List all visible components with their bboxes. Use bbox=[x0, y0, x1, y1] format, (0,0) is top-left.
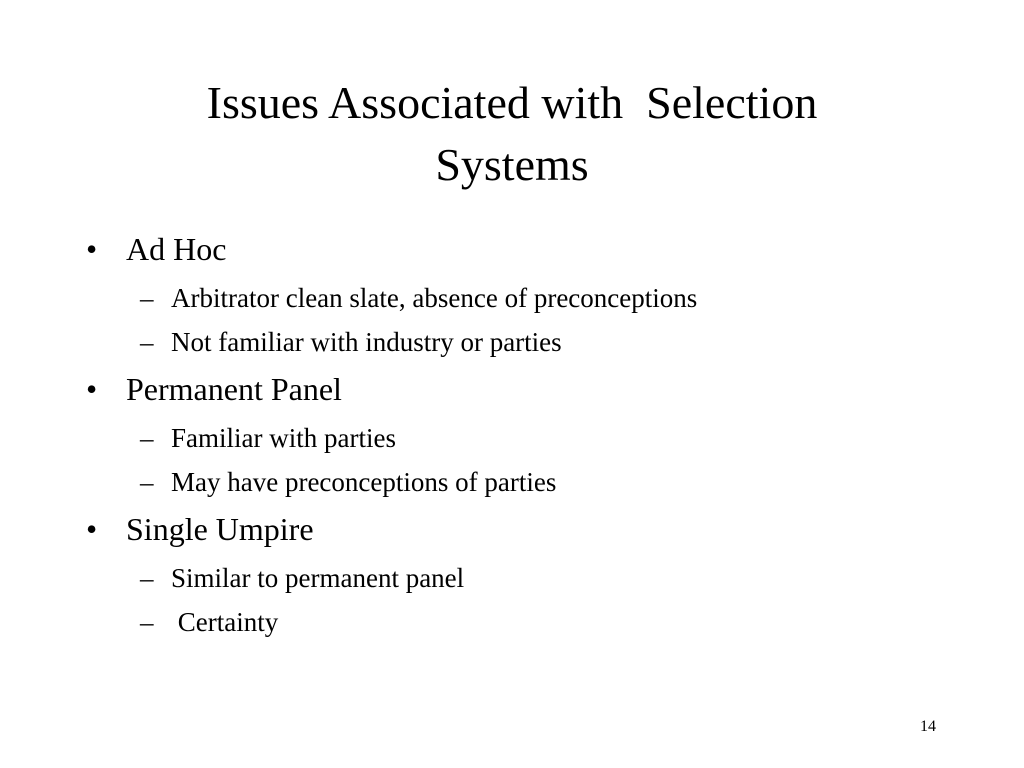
page-number: 14 bbox=[920, 718, 936, 735]
bullet-item-permanent-panel bbox=[0, 364, 1024, 416]
sub-marker: – bbox=[140, 563, 154, 593]
sub-marker: – bbox=[140, 423, 154, 453]
bullet-label: Single Umpire bbox=[126, 511, 314, 547]
sub-item bbox=[0, 556, 1024, 600]
sub-item bbox=[0, 276, 1024, 320]
sub-marker: – bbox=[140, 607, 154, 637]
sub-item-text: Not familiar with industry or parties bbox=[171, 327, 562, 357]
sub-item bbox=[0, 416, 1024, 460]
sub-marker: – bbox=[140, 467, 154, 497]
sub-item-text: Familiar with parties bbox=[171, 423, 396, 453]
sub-item-text: Arbitrator clean slate, absence of preconceptions bbox=[171, 283, 698, 313]
sub-marker: – bbox=[140, 327, 154, 357]
sub-item bbox=[0, 460, 1024, 504]
bullet-item-single-umpire bbox=[0, 504, 1024, 556]
sub-item bbox=[0, 320, 1024, 364]
sub-item-text: May have preconceptions of parties bbox=[171, 467, 557, 497]
bullet-marker: • bbox=[86, 371, 98, 407]
sub-item-text: Similar to permanent panel bbox=[171, 563, 465, 593]
bullet-item-ad-hoc bbox=[0, 224, 1024, 276]
slide-title: Issues Associated with Selection Systems bbox=[206, 77, 818, 190]
sub-marker: – bbox=[140, 283, 154, 313]
bullet-marker: • bbox=[86, 231, 98, 267]
bullet-marker: • bbox=[86, 511, 98, 547]
sub-item-text: Certainty bbox=[171, 607, 279, 637]
bullet-label: Permanent Panel bbox=[126, 371, 342, 407]
bullet-list bbox=[0, 224, 1024, 644]
bullet-label: Ad Hoc bbox=[126, 231, 227, 267]
sub-item bbox=[0, 600, 1024, 644]
